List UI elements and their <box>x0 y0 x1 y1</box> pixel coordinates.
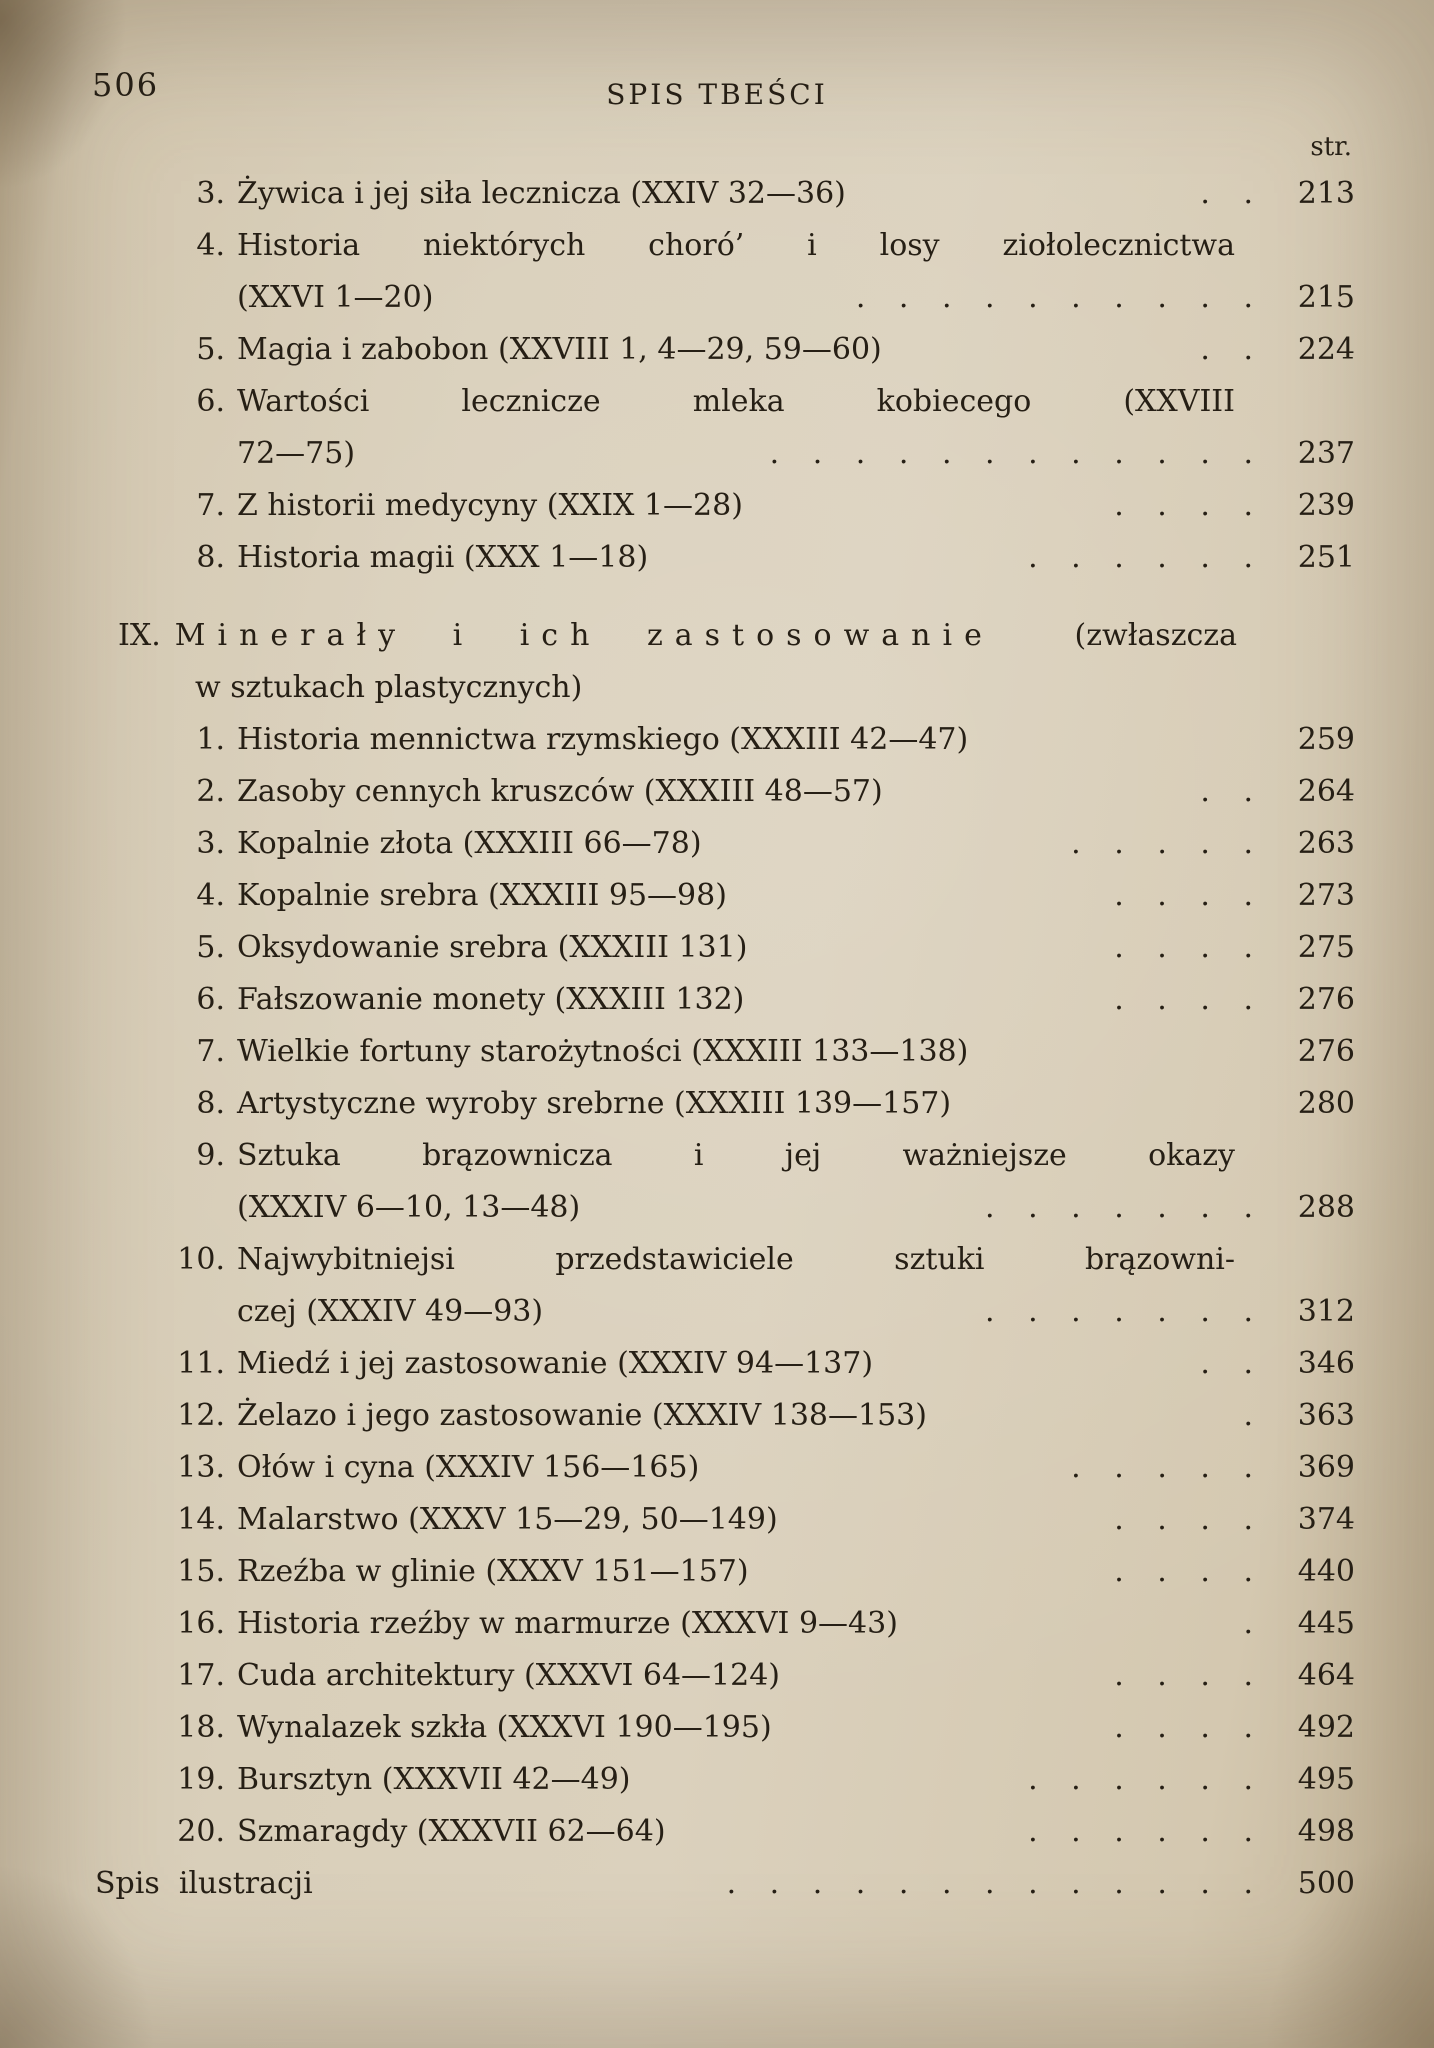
dot-leader: . . . . . . <box>1028 540 1265 575</box>
dot-leader: . . . . <box>1114 1710 1265 1745</box>
entry-page-number: 500 <box>1297 1866 1355 1901</box>
entry-number: 6. <box>196 982 225 1017</box>
entry-number: 5. <box>196 930 225 965</box>
toc-row <box>95 1390 1355 1442</box>
dot-leader: . . . . . . . <box>985 1190 1265 1225</box>
entry-page-number: 346 <box>1297 1346 1355 1381</box>
dot-leader: . . . . . <box>1071 826 1265 861</box>
entry-text: Z historii medycyny (XXIX 1—28) <box>237 488 743 523</box>
dot-leader: . . . . <box>1114 930 1265 965</box>
toc-row <box>95 1702 1355 1754</box>
str-column-label: str. <box>1310 132 1352 162</box>
dot-leader: . . . . . . <box>1028 1762 1265 1797</box>
entry-number: 4. <box>196 228 225 263</box>
entry-number: 1. <box>196 722 225 757</box>
toc-row <box>95 1026 1355 1078</box>
toc <box>95 168 1355 1910</box>
entry-number: 7. <box>196 1034 225 1069</box>
entry-text: Historia mennictwa rzymskiego (XXXIII 42—47) <box>237 722 969 757</box>
entry-number: 12. <box>177 1398 225 1433</box>
toc-row <box>95 376 1355 428</box>
dot-leader: . . . . . <box>1071 1450 1265 1485</box>
entry-page-number: 492 <box>1297 1710 1355 1745</box>
entry-text: Zasoby cennych kruszców (XXXIII 48—57) <box>237 774 883 809</box>
entry-text: Wielkie fortuny starożytności (XXXIII 133—138) <box>237 1034 969 1069</box>
toc-row <box>95 428 1355 480</box>
entry-text: Sztuka brązownicza i jej ważniejsze okazy <box>237 1138 1235 1173</box>
entry-number: 14. <box>177 1502 225 1537</box>
toc-row <box>95 922 1355 974</box>
entry-text: Szmaragdy (XXXVII 62—64) <box>237 1814 666 1849</box>
entry-page-number: 495 <box>1297 1762 1355 1797</box>
dot-leader: . <box>1243 1398 1265 1433</box>
page-number: 506 <box>92 66 160 104</box>
entry-page-number: 224 <box>1297 332 1355 367</box>
entry-text: Wynalazek szkła (XXXVI 190—195) <box>237 1710 772 1745</box>
toc-row <box>95 870 1355 922</box>
toc-row <box>95 1650 1355 1702</box>
toc-row <box>95 1754 1355 1806</box>
dot-leader: . . . . . . . . . . <box>855 280 1265 315</box>
toc-row <box>95 1806 1355 1858</box>
entry-text: Wartości lecznicze mleka kobiecego (XXVIII <box>237 384 1235 419</box>
entry-number: 17. <box>177 1658 225 1693</box>
entry-number: 8. <box>196 540 225 575</box>
toc-row <box>95 1598 1355 1650</box>
toc-row <box>95 1338 1355 1390</box>
entry-page-number: 276 <box>1297 982 1355 1017</box>
entry-page-number: 445 <box>1297 1606 1355 1641</box>
entry-page-number: 312 <box>1297 1294 1355 1329</box>
entry-number: 3. <box>196 176 225 211</box>
entry-text: (XXXIV 6—10, 13—48) <box>237 1190 581 1225</box>
entry-number: 7. <box>196 488 225 523</box>
entry-number: 5. <box>196 332 225 367</box>
dot-leader: . . . . <box>1114 878 1265 913</box>
toc-row <box>95 324 1355 376</box>
dot-leader: . . . . <box>1114 982 1265 1017</box>
toc-row <box>95 1546 1355 1598</box>
entry-text: Rzeźba w glinie (XXXV 151—157) <box>237 1554 749 1589</box>
entry-page-number: 374 <box>1297 1502 1355 1537</box>
entry-page-number: 280 <box>1297 1086 1355 1121</box>
dot-leader: . . . . <box>1114 1502 1265 1537</box>
section-number: IX. <box>118 618 161 653</box>
entry-number: 20. <box>177 1814 225 1849</box>
entry-page-number: 369 <box>1297 1450 1355 1485</box>
entry-number: 2. <box>196 774 225 809</box>
entry-number: 10. <box>177 1242 225 1277</box>
entry-text: Ołów i cyna (XXXIV 156—165) <box>237 1450 700 1485</box>
entry-page-number: 215 <box>1297 280 1355 315</box>
entry-page-number: 288 <box>1297 1190 1355 1225</box>
entry-text: (XXVI 1—20) <box>237 280 434 315</box>
entry-number: 9. <box>196 1138 225 1173</box>
toc-row <box>95 1078 1355 1130</box>
entry-number: 18. <box>177 1710 225 1745</box>
entry-page-number: 276 <box>1297 1034 1355 1069</box>
entry-text: czej (XXXIV 49—93) <box>237 1294 544 1329</box>
toc-row <box>95 1182 1355 1234</box>
entry-number: 8. <box>196 1086 225 1121</box>
entry-text: Żywica i jej siła lecznicza (XXIV 32—36) <box>237 176 846 211</box>
entry-text: Oksydowanie srebra (XXXIII 131) <box>237 930 748 965</box>
entry-number: 6. <box>196 384 225 419</box>
entry-page-number: 239 <box>1297 488 1355 523</box>
entry-text: Kopalnie złota (XXXIII 66—78) <box>237 826 702 861</box>
dot-leader: . <box>1243 1606 1265 1641</box>
section-title: Minerały i ich zastosowanie <box>174 618 994 653</box>
entry-page-number: 237 <box>1297 436 1355 471</box>
toc-row <box>95 1130 1355 1182</box>
entry-number: 13. <box>177 1450 225 1485</box>
toc-gap <box>95 584 1355 610</box>
entry-text: Najwybitniejsi przedstawiciele sztuki brązowni- <box>237 1242 1235 1277</box>
toc-row <box>95 714 1355 766</box>
entry-page-number: 498 <box>1297 1814 1355 1849</box>
toc-row <box>95 1494 1355 1546</box>
entry-text: Historia magii (XXX 1—18) <box>237 540 649 575</box>
toc-row <box>95 1234 1355 1286</box>
toc-row <box>95 766 1355 818</box>
dot-leader: . . . . . . . . . . . . <box>769 436 1265 471</box>
section-title-continuation: w sztukach plastycznych) <box>195 670 583 705</box>
dot-leader: . . <box>1200 1346 1265 1381</box>
entry-text: Bursztyn (XXXVII 42—49) <box>237 1762 631 1797</box>
entry-text: Miedź i jej zastosowanie (XXXIV 94—137) <box>237 1346 874 1381</box>
dot-leader: . . . . <box>1114 488 1265 523</box>
toc-row <box>95 662 1355 714</box>
entry-text: Spis ilustracji <box>95 1866 313 1901</box>
entry-text: Kopalnie srebra (XXXIII 95—98) <box>237 878 727 913</box>
entry-number: 16. <box>177 1606 225 1641</box>
dot-leader: . . <box>1200 774 1265 809</box>
section-title-rest: (zwłaszcza <box>1074 618 1237 653</box>
entry-text: Cuda architektury (XXXVI 64—124) <box>237 1658 781 1693</box>
entry-page-number: 440 <box>1297 1554 1355 1589</box>
toc-row <box>95 168 1355 220</box>
page-header: SPIS TBEŚCI <box>606 78 828 111</box>
toc-row <box>95 1858 1355 1910</box>
entry-number: 19. <box>177 1762 225 1797</box>
toc-row <box>95 1442 1355 1494</box>
dot-leader: . . . . . . <box>1028 1814 1265 1849</box>
dot-leader: . . <box>1200 176 1265 211</box>
entry-page-number: 363 <box>1297 1398 1355 1433</box>
entry-text: Artystyczne wyroby srebrne (XXXIII 139—157) <box>237 1086 952 1121</box>
entry-text: Żelazo i jego zastosowanie (XXXIV 138—153) <box>237 1398 927 1433</box>
dot-leader: . . . . <box>1114 1554 1265 1589</box>
toc-row <box>95 480 1355 532</box>
entry-page-number: 275 <box>1297 930 1355 965</box>
dot-leader: . . . . . . . <box>985 1294 1265 1329</box>
dot-leader: . . . . . . . . . . . . . <box>726 1866 1265 1901</box>
entry-text: Historia niektórych choró’ i losy ziołolecznictwa <box>237 228 1235 263</box>
entry-page-number: 464 <box>1297 1658 1355 1693</box>
entry-page-number: 213 <box>1297 176 1355 211</box>
toc-row <box>95 818 1355 870</box>
entry-number: 3. <box>196 826 225 861</box>
entry-page-number: 259 <box>1297 722 1355 757</box>
toc-row <box>95 220 1355 272</box>
toc-row <box>95 272 1355 324</box>
entry-page-number: 251 <box>1297 540 1355 575</box>
dot-leader: . . <box>1200 332 1265 367</box>
entry-number: 15. <box>177 1554 225 1589</box>
entry-page-number: 263 <box>1297 826 1355 861</box>
entry-text: Fałszowanie monety (XXXIII 132) <box>237 982 745 1017</box>
entry-text: Magia i zabobon (XXVIII 1, 4—29, 59—60) <box>237 332 882 367</box>
toc-row <box>95 1286 1355 1338</box>
toc-section-heading <box>95 610 1355 662</box>
entry-number: 11. <box>177 1346 225 1381</box>
dot-leader: . . . . <box>1114 1658 1265 1693</box>
entry-page-number: 264 <box>1297 774 1355 809</box>
entry-text: 72—75) <box>237 436 356 471</box>
entry-page-number: 273 <box>1297 878 1355 913</box>
entry-number: 4. <box>196 878 225 913</box>
toc-row <box>95 532 1355 584</box>
entry-text: Historia rzeźby w marmurze (XXXVI 9—43) <box>237 1606 898 1641</box>
toc-row <box>95 974 1355 1026</box>
entry-text: Malarstwo (XXXV 15—29, 50—149) <box>237 1502 778 1537</box>
